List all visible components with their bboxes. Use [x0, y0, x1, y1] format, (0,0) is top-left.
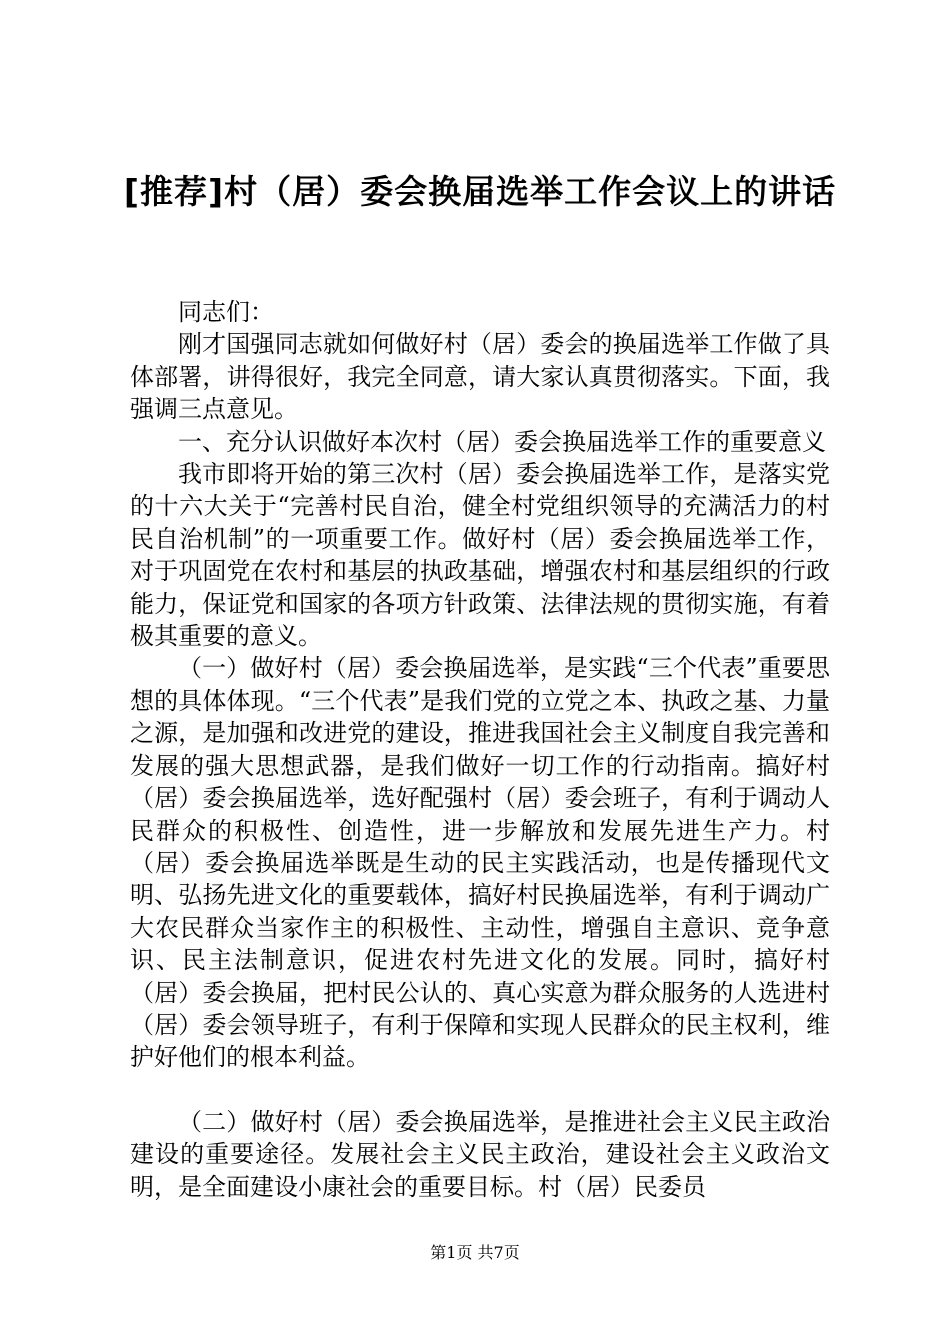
section-heading: 一、充分认识做好本次村（居）委会换届选举工作的重要意义	[178, 427, 826, 456]
document-body	[130, 296, 830, 1203]
intro-paragraph: 刚才国强同志就如何做好村（居）委会的换届选举工作做了具体部署，讲得很好，我完全同意，请大家认真贯彻落实。下面，我强调三点意见。	[130, 330, 830, 424]
page-footer: 第1页 共7页	[430, 1243, 520, 1262]
body-paragraph: （二）做好村（居）委会换届选举，是推进社会主义民主政治建设的重要途径。发展社会主义民主政治，建设社会主义政治文明，是全面建设小康社会的重要目标。村（居）民委员	[130, 1107, 830, 1201]
document-title: [推荐]村（居）委会换届选举工作会议上的讲话	[123, 172, 837, 211]
body-paragraph: 我市即将开始的第三次村（居）委会换届选举工作，是落实党的十六大关于“完善村民自治，健全村党组织领导的充满活力的村民自治机制”的一项重要工作。做好村（居）委会换届选举工作，对于巩固党在农村和基层的执政基础，增强农村和基层组织的行政能力，保证党和国家的各项方针政策、法律法规的贯彻实施，有着极其重要的意义。	[130, 460, 830, 651]
body-paragraph: （一）做好村（居）委会换届选举，是实践“三个代表”重要思想的具体体现。“三个代表”是我们党的立党之本、执政之基、力量之源，是加强和改进党的建设，推进我国社会主义制度自我完善和发展的强大思想武器，是我们做好一切工作的行动指南。搞好村（居）委会换届选举，选好配强村（居）委会班子，有利于调动人民群众的积极性、创造性，进一步解放和发展先进生产力。村（居）委会换届选举既是生动的民主实践活动，也是传播现代文明、弘扬先进文化的重要载体，搞好村民换届选举，有利于调动广大农民群众当家作主的积极性、主动性，增强自主意识、竞争意识、民主法制意识，促进农村先进文化的发展。同时，搞好村（居）委会换届，把村民公认的、真心实意为群众服务的人选进村（居）委会领导班子，有利于保障和实现人民群众的民主权利，维护好他们的根本利益。	[130, 654, 830, 1072]
salutation-paragraph: 同志们：	[178, 298, 274, 326]
